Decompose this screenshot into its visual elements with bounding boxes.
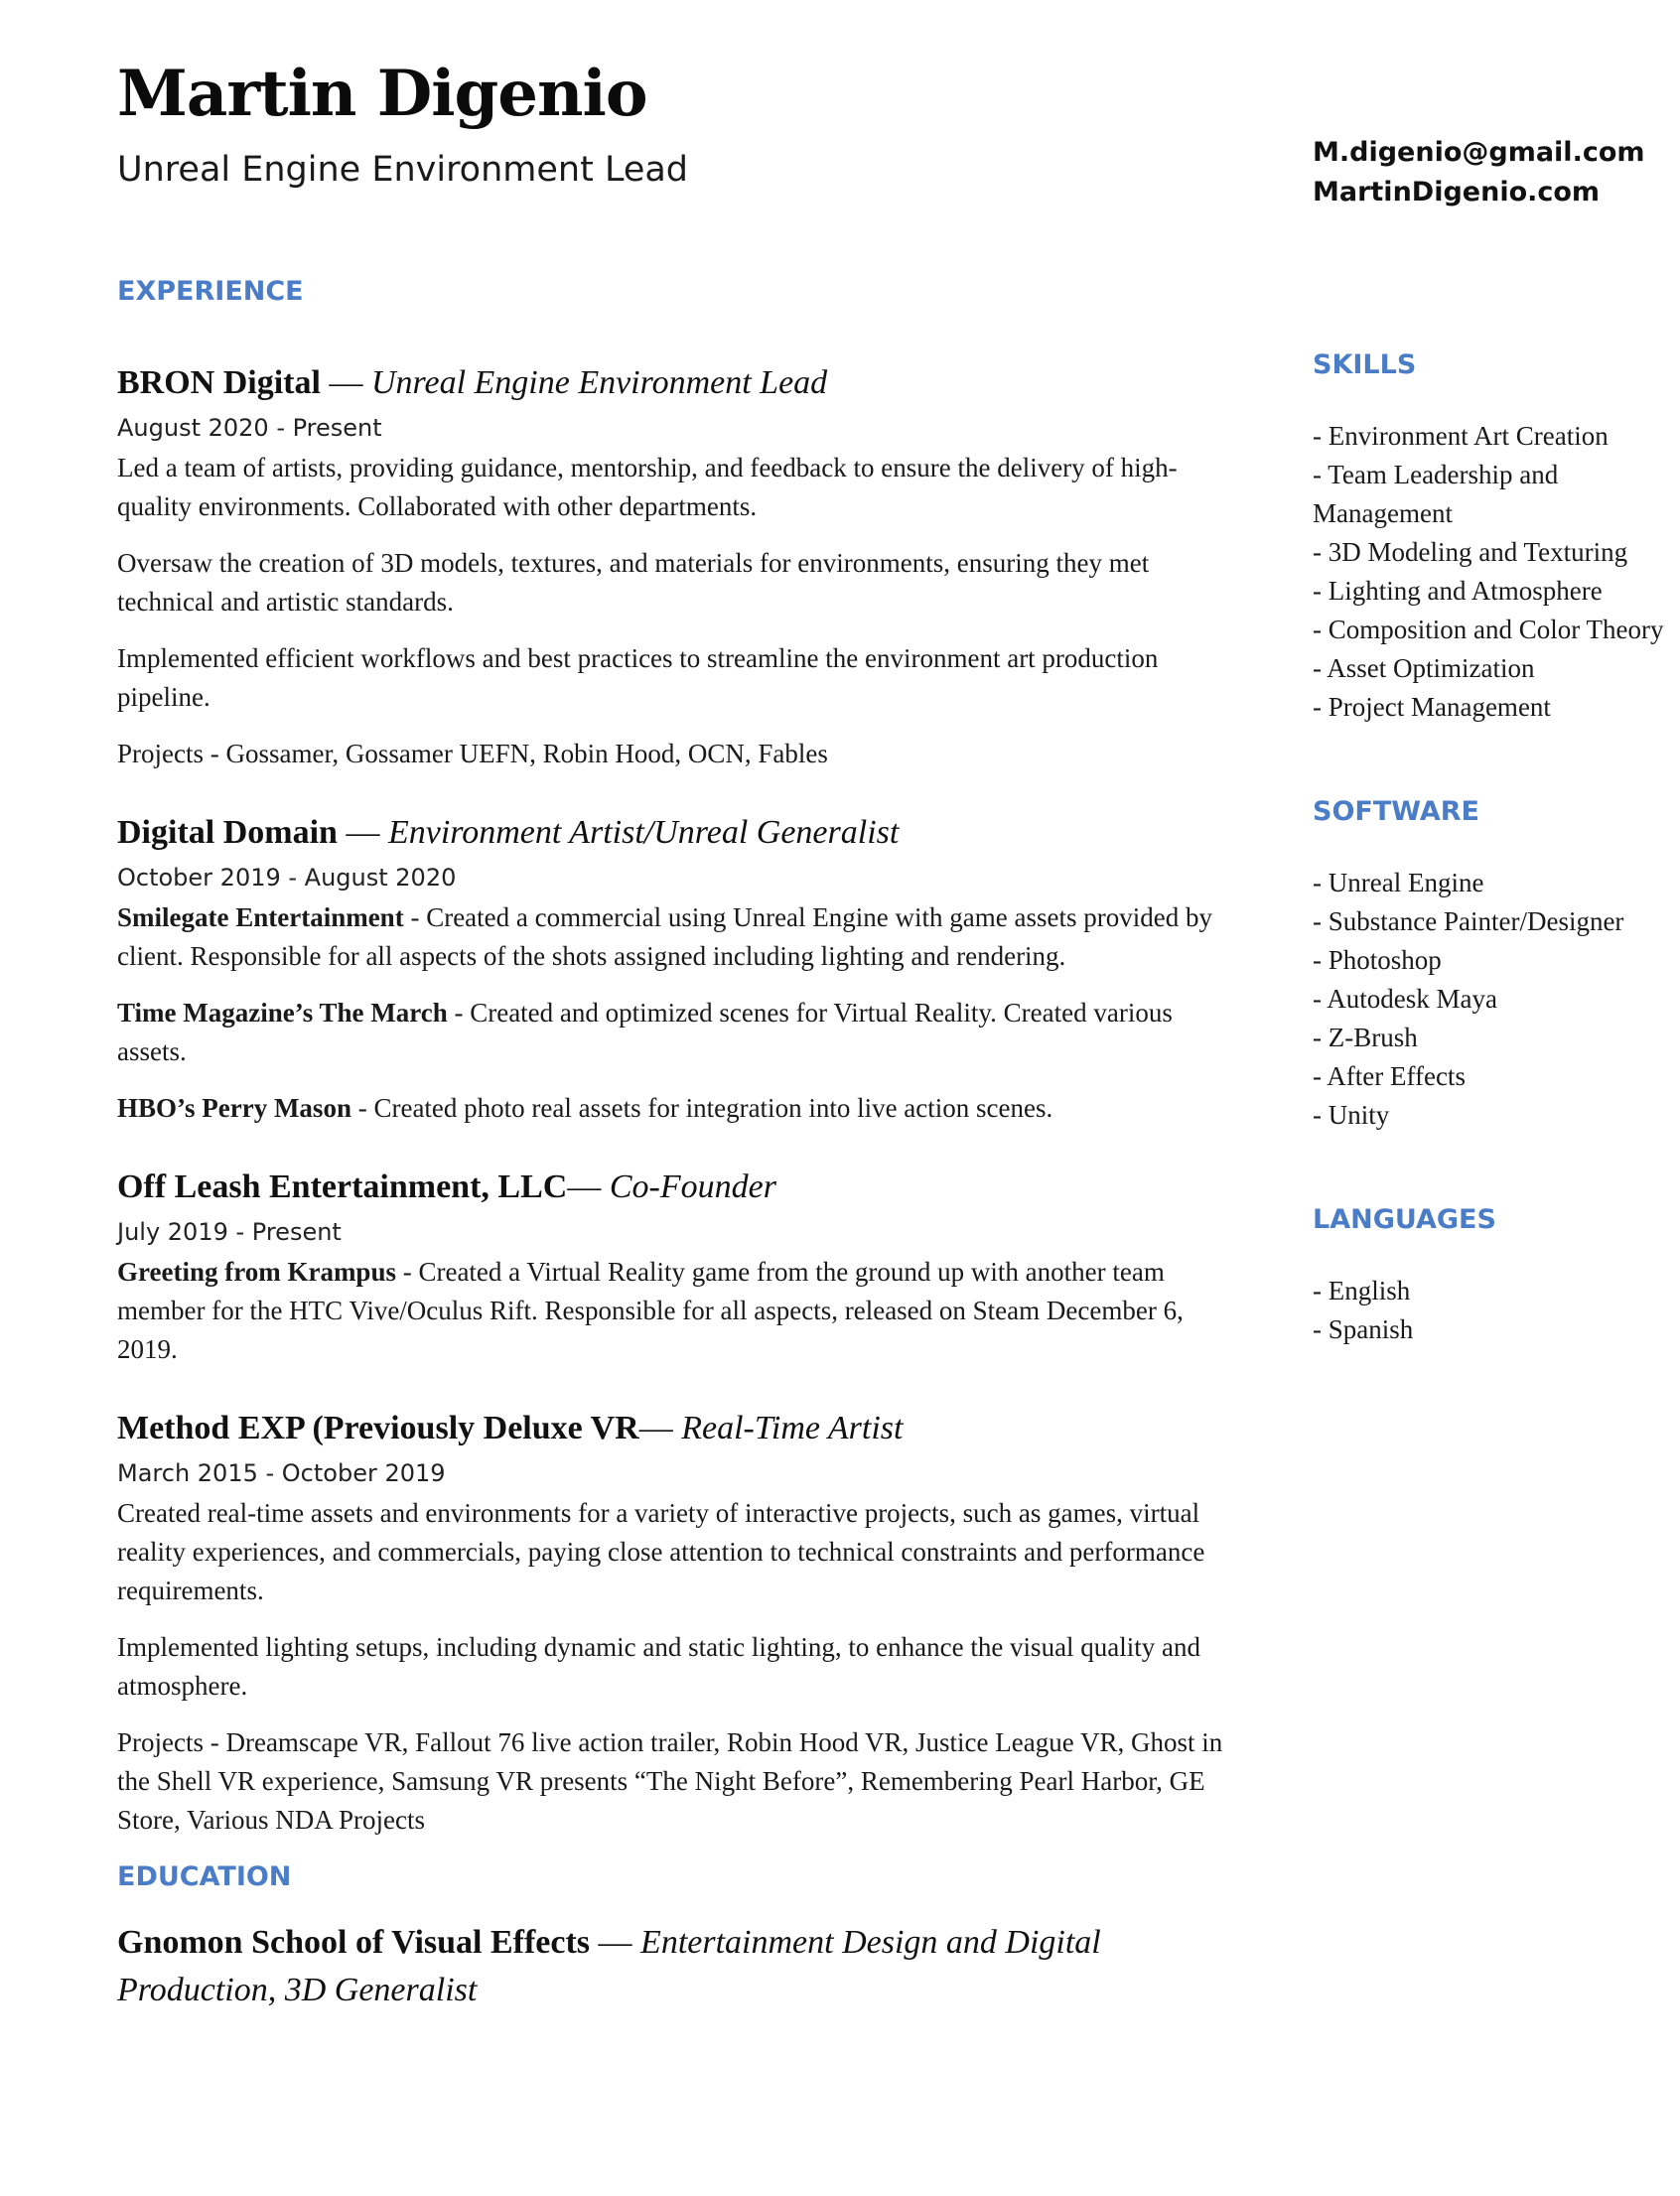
job-description [117, 735, 1239, 773]
job-dates: October 2019 - August 2020 [117, 864, 457, 892]
project-name: HBO’s Perry Mason [117, 1093, 351, 1123]
job-description [117, 1494, 1239, 1610]
skill-item: - Asset Optimization [1313, 649, 1670, 688]
job-role: Unreal Engine Environment Lead [370, 364, 828, 401]
software-item: - Unreal Engine [1313, 864, 1670, 902]
education-section [117, 1857, 1239, 2014]
software-item: - After Effects [1313, 1057, 1670, 1096]
education-dash: — [590, 1924, 641, 1961]
job-dash: — [320, 364, 371, 401]
description-text: Projects - Dreamscape VR, Fallout 76 live action trailer, Robin Hood VR, Justice League VR, Ghost in the Shell VR experience, Samsung VR presents “The Night Before”, Remembering Pearl Harbor, GE Store, Various NDA Projects [117, 1727, 1223, 1835]
job-org: BRON Digital [117, 364, 321, 401]
skills-list [1313, 417, 1670, 727]
skill-item: - Composition and Color Theory [1313, 611, 1670, 649]
job-role: Co-Founder [609, 1168, 776, 1205]
contact-block [1313, 133, 1670, 212]
education-heading: EDUCATION [117, 1861, 292, 1892]
description-text: Projects - Gossamer, Gossamer UEFN, Robin Hood, OCN, Fables [117, 739, 828, 768]
job-dash: — [638, 1410, 682, 1446]
project-name: Smilegate Entertainment [117, 902, 404, 932]
job-description [117, 1089, 1239, 1128]
description-text: - Created photo real assets for integration into live action scenes. [350, 1093, 1053, 1123]
experience-heading: EXPERIENCE [117, 276, 304, 307]
description-text: - Created a commercial using Unreal Engine with game assets provided by client. Responsible for all aspects of the shots assigned including lighting and rendering. [117, 902, 1212, 971]
software-list [1313, 864, 1670, 1135]
software-item: - Z-Brush [1313, 1019, 1670, 1057]
software-item: - Substance Painter/Designer [1313, 902, 1670, 941]
language-item: - Spanish [1313, 1310, 1670, 1349]
job-org: Method EXP (Previously Deluxe VR [117, 1410, 639, 1446]
job-dates: July 2019 - Present [117, 1218, 342, 1246]
languages-list [1313, 1272, 1670, 1349]
description-text: - Created and optimized scenes for Virtual Reality. Created various assets. [117, 998, 1173, 1066]
software-section [1313, 792, 1670, 1135]
sidebar-column [1313, 345, 1670, 1415]
software-item: - Photoshop [1313, 941, 1670, 980]
job-description [117, 1253, 1239, 1369]
experience-list [117, 361, 1239, 1840]
job-title [117, 1407, 1239, 1450]
job-org: Digital Domain [117, 814, 338, 851]
school-name: Gnomon School of Visual Effects [117, 1924, 591, 1961]
skill-item: - Lighting and Atmosphere [1313, 572, 1670, 611]
main-column [117, 272, 1239, 2014]
email-address: M.digenio@gmail.com [1313, 137, 1645, 168]
job-description [117, 449, 1239, 526]
software-item: - Unity [1313, 1096, 1670, 1135]
description-text: Oversaw the creation of 3D models, textures, and materials for environments, ensuring they met technical and artistic standards. [117, 548, 1150, 617]
candidate-name: Martin Digenio [117, 57, 647, 131]
languages-section [1313, 1200, 1670, 1349]
skills-heading: SKILLS [1313, 349, 1417, 380]
job-org: Off Leash Entertainment, LLC [117, 1168, 568, 1205]
skill-item: - Team Leadership and Management [1313, 456, 1670, 533]
project-name: Time Magazine’s The March [117, 998, 448, 1028]
education-entry [117, 1919, 1239, 2014]
job-description [117, 994, 1239, 1071]
job-entry [117, 361, 1239, 773]
skill-item: - Environment Art Creation [1313, 417, 1670, 456]
job-role: Environment Artist/Unreal Generalist [387, 814, 900, 851]
job-dash: — [337, 814, 388, 851]
software-heading: SOFTWARE [1313, 796, 1479, 827]
description-text: Created real-time assets and environments for a variety of interactive projects, such as games, virtual reality experiences, and commercials, paying close attention to technical constraints and performance requirements. [117, 1498, 1205, 1605]
project-name: Greeting from Krampus [117, 1257, 396, 1287]
job-description [117, 1723, 1239, 1840]
skill-item: - Project Management [1313, 688, 1670, 727]
languages-heading: LANGUAGES [1313, 1204, 1496, 1235]
language-item: - English [1313, 1272, 1670, 1310]
skill-item: - 3D Modeling and Texturing [1313, 533, 1670, 572]
skills-section [1313, 345, 1670, 727]
software-item: - Autodesk Maya [1313, 980, 1670, 1019]
education-program: Entertainment Design and Digital Production, 3D Generalist [117, 1924, 1101, 2008]
job-description [117, 544, 1239, 621]
description-text: Implemented lighting setups, including dynamic and static lighting, to enhance the visual quality and atmosphere. [117, 1632, 1201, 1701]
website-address: MartinDigenio.com [1313, 177, 1601, 207]
job-title [117, 1166, 1239, 1209]
job-dates: March 2015 - October 2019 [117, 1459, 446, 1487]
job-description [117, 639, 1239, 717]
job-dash: — [567, 1168, 610, 1205]
job-title [117, 361, 1239, 405]
job-entry [117, 811, 1239, 1128]
description-text: Led a team of artists, providing guidance, mentorship, and feedback to ensure the delivery of high-quality environments. Collaborated with other departments. [117, 453, 1178, 521]
job-entry [117, 1407, 1239, 1840]
description-text: Implemented efficient workflows and best practices to streamline the environment art production pipeline. [117, 643, 1159, 712]
job-entry [117, 1166, 1239, 1369]
job-dates: August 2020 - Present [117, 414, 382, 442]
job-description [117, 898, 1239, 976]
candidate-title: Unreal Engine Environment Lead [117, 150, 689, 190]
job-title [117, 811, 1239, 855]
job-role: Real-Time Artist [681, 1410, 904, 1446]
description-text: - Created a Virtual Reality game from the ground up with another team member for the HTC Vive/Oculus Rift. Responsible for all aspects, released on Steam December 6, 2019. [117, 1257, 1184, 1364]
job-description [117, 1628, 1239, 1706]
